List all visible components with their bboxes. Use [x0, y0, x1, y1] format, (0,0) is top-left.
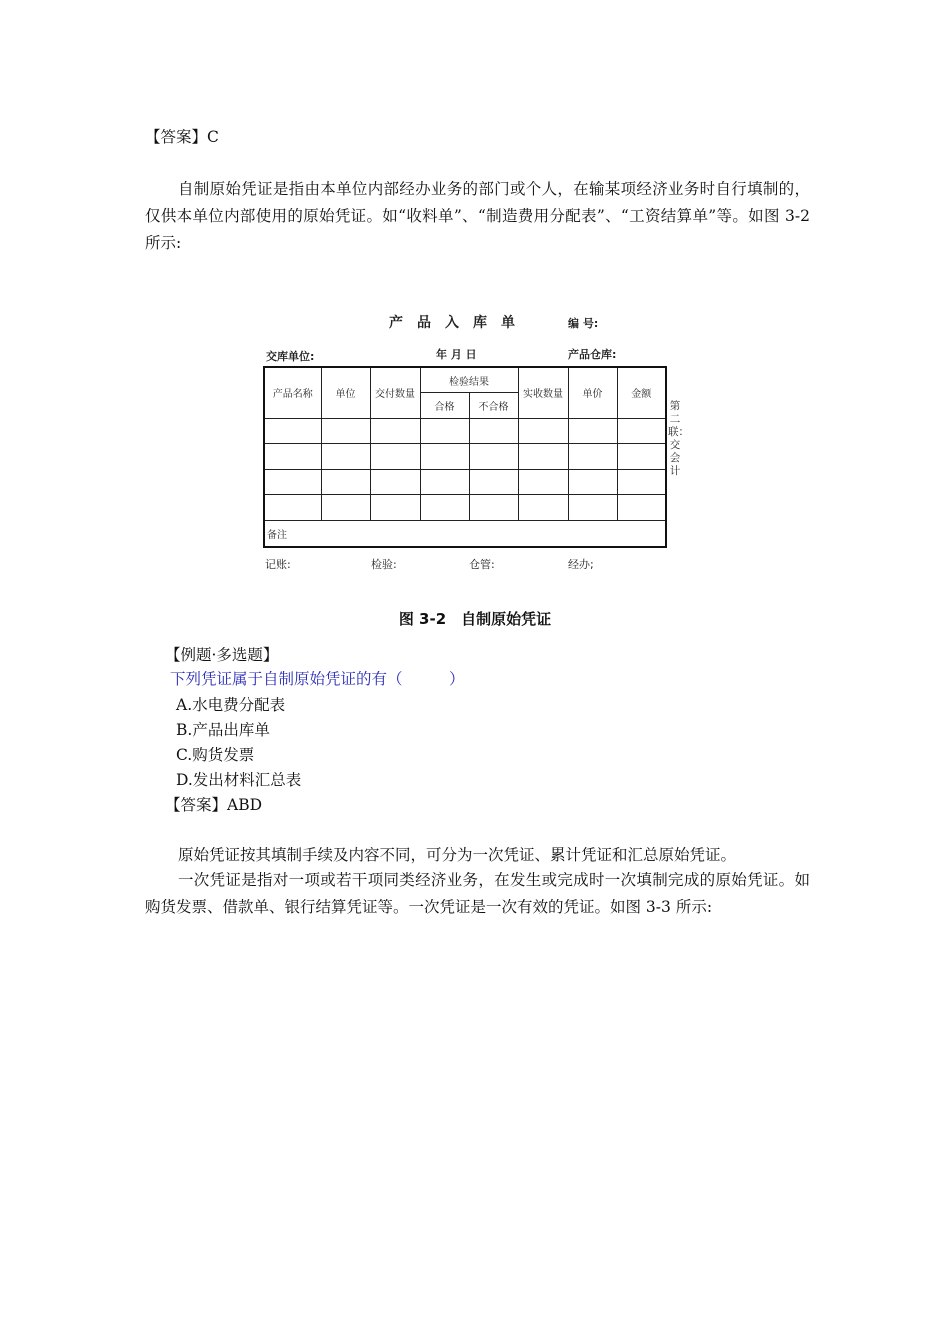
- question-text: 下列凭证属于自制原始凭证的有（ ）: [170, 670, 465, 688]
- header-unit-price: 单价: [568, 367, 617, 418]
- paragraph-voucher-classification: 原始凭证按其填制手续及内容不同，可分为一次凭证、累计凭证和汇总原始凭证。: [178, 846, 737, 864]
- remark-cell: 备注: [264, 520, 666, 547]
- option-d: D.发出材料汇总表: [176, 771, 302, 789]
- paragraph-self-made-voucher: 自制原始凭证是指由本单位内部经办业务的部门或个人，在输某项经济业务时自行填制的，仅供本单位内部使用的原始凭证。如“收料单”、“制造费用分配表”、“工资结算单”等。如图 3-2 所示:: [145, 180, 810, 252]
- form-title: 产品入库单: [389, 315, 529, 331]
- table-row: [264, 495, 666, 521]
- product-warehouse-receipt-form: [255, 270, 755, 590]
- answer-2: 【答案】ABD: [165, 796, 263, 814]
- footer-inspection: 检验:: [371, 558, 397, 571]
- header-amount: 金额: [617, 367, 666, 418]
- form-unit-label: 交库单位:: [266, 350, 315, 363]
- table-row: [264, 418, 666, 444]
- header-product-name: 产品名称: [264, 367, 321, 418]
- form-date-label: 年 月 日: [436, 348, 477, 361]
- option-b: B.产品出库单: [176, 721, 270, 739]
- figure-caption: 图 3-2 自制原始凭证: [398, 610, 552, 628]
- table-row: [264, 444, 666, 470]
- footer-storekeeper: 仓管:: [469, 558, 495, 571]
- header-unit: 单位: [321, 367, 370, 418]
- table-row: [264, 469, 666, 495]
- header-inspection-result: 检验结果: [420, 367, 518, 393]
- footer-bookkeeping: 记账:: [265, 558, 291, 571]
- header-qualified: 合格: [420, 393, 469, 419]
- form-number-label: 编 号:: [568, 317, 599, 330]
- header-received-qty: 实收数量: [518, 367, 568, 418]
- option-a: A.水电费分配表: [176, 696, 286, 714]
- form-side-note: 第二联：交会计: [668, 400, 689, 477]
- form-grid: [263, 366, 667, 548]
- answer-1: 【答案】C: [145, 128, 219, 146]
- footer-handler: 经办;: [568, 558, 594, 571]
- header-delivered-qty: 交付数量: [370, 367, 420, 418]
- option-c: C.购货发票: [176, 746, 255, 764]
- example-label: 【例题·多选题】: [165, 646, 279, 664]
- paragraph-one-time-voucher: 一次凭证是指对一项或若干项同类经济业务，在发生或完成时一次填制完成的原始凭证。如购货发票、借款单、银行结算凭证等。一次凭证是一次有效的凭证。如图 3-3 所示:: [145, 871, 810, 916]
- header-unqualified: 不合格: [469, 393, 518, 419]
- form-warehouse-label: 产品仓库:: [568, 348, 617, 361]
